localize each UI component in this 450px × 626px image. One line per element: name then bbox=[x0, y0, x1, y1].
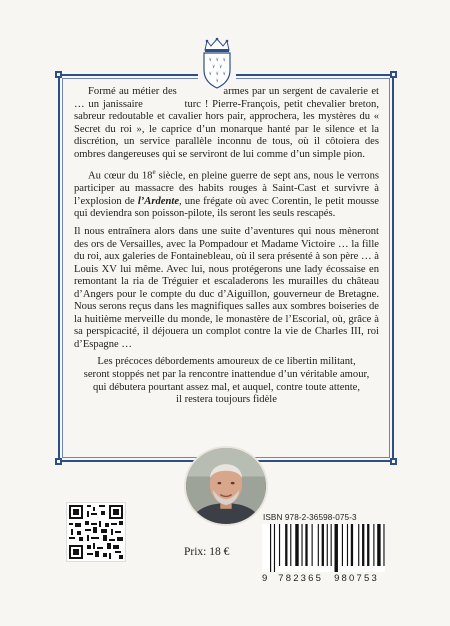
synopsis bbox=[74, 86, 379, 412]
qr-code[interactable] bbox=[66, 502, 126, 562]
barcode-bar bbox=[295, 524, 298, 566]
barcode-bar bbox=[312, 524, 313, 566]
barcode-bar bbox=[377, 524, 380, 566]
barcode-digit-group: 980753 bbox=[334, 573, 379, 584]
isbn-label: ISBN 978-2-36598-075-3 bbox=[263, 513, 357, 522]
price-label: Prix: 18 € bbox=[184, 546, 230, 558]
text-run: chevalier breton, sabreur redoutable et cavalier hors pair, approchera, les mystères du « Secret du roi », le caprice d’un monarque hanté par le silence et la discrétion, un service parallèle inconnu de tous, où il côtoiera des ombres dangereuses qui se serviront de lui comme d’un simple pion. bbox=[74, 98, 379, 160]
ship-name: l’Ardente bbox=[137, 195, 180, 207]
text-run: , une frégate où avec Corentin, le petit mousse qui deviendra son poisson-pilote, ils seront les seuls rescapés. bbox=[74, 195, 379, 220]
text-line: seront stoppés net par la rencontre inattendue d’un véritable amour, bbox=[83, 369, 370, 381]
barcode-bar bbox=[347, 524, 348, 566]
barcode-bar bbox=[383, 524, 384, 566]
text-run: siècle, en pleine guerre de sept ans, nous le verrons participer au massacre des habits rouges à Saint-Cast et survivre à l’explosion de bbox=[74, 170, 379, 207]
author-photo bbox=[184, 446, 268, 526]
barcode bbox=[262, 524, 385, 572]
barcode-bar bbox=[335, 524, 338, 572]
barcode-bar bbox=[358, 524, 359, 566]
barcode-bar bbox=[362, 524, 364, 566]
barcode-bar bbox=[285, 524, 287, 566]
barcode-bar bbox=[351, 524, 353, 566]
text-run: armes par un sergent de bbox=[223, 86, 327, 97]
barcode-bar bbox=[274, 524, 275, 572]
barcode-bar bbox=[373, 524, 374, 566]
text-line: il restera toujours fidèle bbox=[176, 394, 277, 406]
barcode-bar bbox=[318, 524, 319, 566]
paragraph-2 bbox=[74, 166, 379, 221]
barcode-bar bbox=[322, 524, 324, 566]
barcode-digit-group: 782365 bbox=[278, 573, 324, 584]
text-line: Les précoces débordements amoureux de ce libertin militant, bbox=[97, 356, 356, 368]
barcode-bar bbox=[270, 524, 271, 572]
frame-corner bbox=[390, 71, 397, 78]
frame-corner bbox=[55, 71, 62, 78]
barcode-bar bbox=[290, 524, 291, 566]
paragraph-3: Il nous entraînera alors dans une suite d’aventures qui nous mèneront des ors de Versailles, avec la Pompadour et Madame Victoire … la fille du roi, aux galeries de Fontainebleau, où il sera présenté à son père … à Louis XV lui même. Avec lui, nous protégerons une lady écossaise en remontant la ria de Tréguier et escaladerons les murailles du château d’Angers pour le compte du duc d’Aiguillon, gouverneur de Bretagne. Nous serons reçus dans les magnifiques salles aux sombres boiseries de la huitième merveille du monde, le monastère de l’Escorial, où, grâce à sa perspicacité, il déjouera un complot contre la vie de Charles III, roi d’Espagne … bbox=[74, 226, 379, 350]
barcode-bar bbox=[301, 524, 302, 566]
superscript: e bbox=[152, 168, 156, 177]
text-run: cavalerie et … un janissaire bbox=[74, 86, 379, 110]
text-run: Au cœur du 18 bbox=[88, 170, 153, 182]
paragraph-4 bbox=[74, 356, 379, 406]
text-run: turc ! Pierre-François, petit bbox=[184, 98, 303, 110]
barcode-bar bbox=[367, 524, 369, 566]
barcode-bar bbox=[331, 524, 332, 566]
frame-corner bbox=[55, 458, 62, 465]
barcode-bar bbox=[342, 524, 343, 566]
barcode-bar bbox=[327, 524, 328, 566]
frame-corner bbox=[390, 458, 397, 465]
text-run: Formé au métier des bbox=[88, 86, 177, 97]
barcode-bar bbox=[305, 524, 307, 566]
barcode-bar bbox=[279, 524, 280, 566]
barcode-digit-group: 9 bbox=[262, 573, 268, 584]
text-line: qui débutera pourtant assez mal, et auquel, contre toute attente, bbox=[92, 381, 361, 393]
barcode-digits bbox=[262, 573, 385, 584]
paragraph-1 bbox=[74, 86, 379, 161]
